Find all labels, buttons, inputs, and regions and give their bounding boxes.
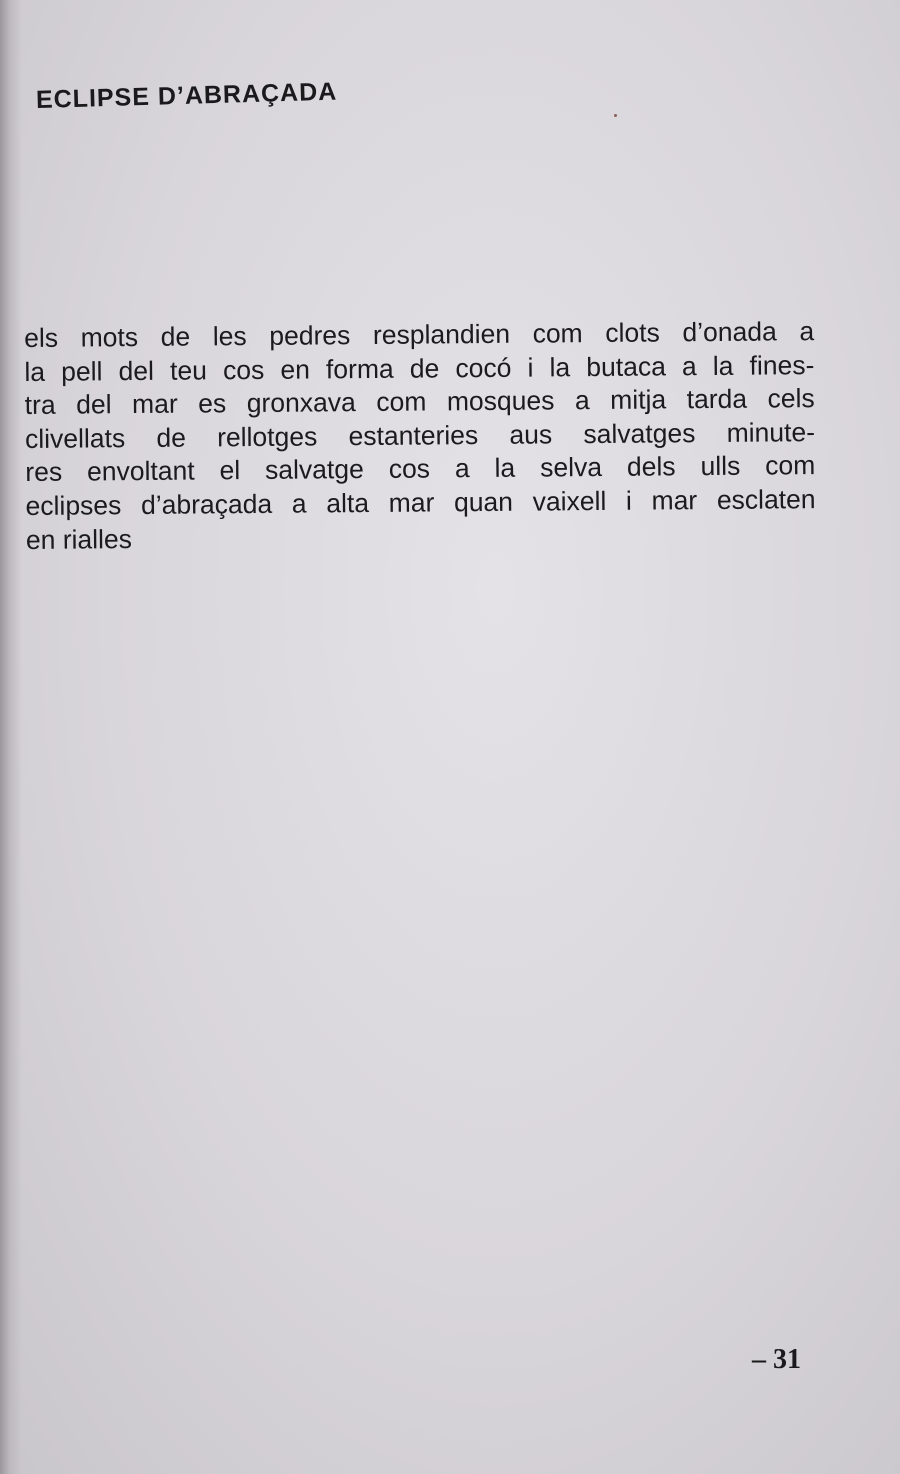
poem-line: res envoltant el salvatge cos a la selva dels ulls com [25,450,816,488]
page-number: – 31 [752,1344,801,1375]
poem-line: els mots de les pedres resplandien com clots d’onada a [24,316,815,353]
poem-line: tra del mar es gronxava com mosques a mitja tarda cels [24,383,815,421]
poem-line: en rialles [25,523,133,555]
poem-line: eclipses d’abraçada a alta mar quan vaixell i mar esclaten [25,484,816,521]
paper-speck [614,114,617,117]
binding-shadow [0,0,22,1474]
poem-body [24,315,816,557]
poem-title: ECLIPSE D’ABRAÇADA [35,77,338,114]
poem-line: la pell del teu cos en forma de cocó i la butaca a la fines- [24,349,815,387]
poem-line: clivellats de rellotges estanteries aus salvatges minute- [24,416,816,454]
